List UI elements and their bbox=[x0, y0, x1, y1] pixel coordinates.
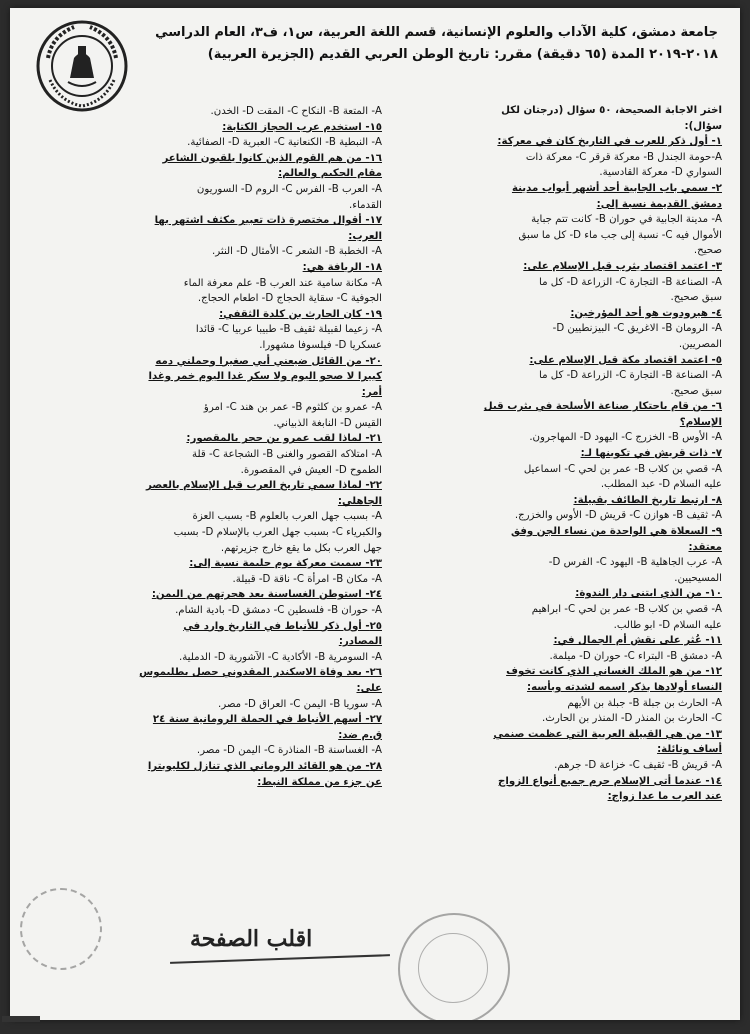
question-line: ٢٣- سميت معركة يوم حليمة نسبة إلى: bbox=[189, 558, 382, 570]
answer-options-line: السواري D- معركة القادسية. bbox=[599, 167, 722, 179]
question-line: ٢٤- استوطن الغساسنة بعد هجرتهم من اليمن: bbox=[151, 589, 382, 601]
answer-options-line: A- بسبب جهل العرب بالعلوم B- بسبب العزة bbox=[192, 511, 382, 523]
answer-options-line: عليه السلام D- ابو طالب. bbox=[613, 619, 722, 631]
answer-options-line: A- الأوس B- الخزرج C- اليهود D- المهاجرون. bbox=[529, 432, 722, 444]
question-line: كبيرا لا صحو اليوم ولا سكر غدا اليوم خمر وغدا bbox=[148, 371, 382, 383]
stamp-seal-right bbox=[398, 913, 510, 1020]
question-line: ١٨- الريافة هي: bbox=[302, 261, 382, 273]
answer-options-line: A- النبطية B- الكنعانية C- العبرية D- الصفائية. bbox=[187, 137, 382, 149]
question-line: ١٧- أقوال مختصرة ذات تعبير مكثف اشتهر بها bbox=[154, 215, 382, 227]
question-line: الإسلام؟ bbox=[679, 416, 722, 428]
question-line: ١٠- من الذي ابتنى دار الندوة: bbox=[575, 588, 722, 600]
answer-options-line: والكبرياء C- بسبب جهل العرب بالإسلام D- بسبب bbox=[173, 527, 382, 539]
answer-options-line: عسكريا D- فيلسوفا مشهورا. bbox=[259, 339, 382, 351]
answer-options-line: الطموح D- العيش في المقصورة. bbox=[240, 464, 382, 476]
exam-header bbox=[133, 22, 718, 66]
question-line: ٢١- لماذا لقب عمرو بن حجر بالمقصور: bbox=[186, 433, 382, 445]
answer-options-line: A- الحارث بن جبلة B- جبلة بن الأيهم bbox=[567, 697, 722, 709]
question-line: ٩- السعلاة هي الواحدة من نساء الجن وفق bbox=[511, 526, 722, 538]
question-line: ٢٧- أسهم الأنباط في الحملة الرومانية سنة ٢٤ bbox=[152, 714, 382, 726]
question-line: ٦- من قام باحتكار صناعة الأسلحة في يثرب قبل bbox=[483, 401, 722, 413]
answer-options-line: A-حومة الجندل B- معركة قرقر C- معركة ذات bbox=[525, 151, 722, 163]
answer-options-line: A- حوران B- فلسطين C- دمشق D- بادية الشام. bbox=[175, 605, 382, 616]
answer-options-line: A- امتلاكه القصور والغنى B- الشجاعة C- قلة bbox=[192, 449, 382, 461]
answer-options-line: A- مكانة سامية عند العرب B- علم معرفة الماء bbox=[183, 277, 382, 289]
answer-options-line: A- الغساسنة B- المناذرة C- اليمن D- مصر. bbox=[196, 745, 382, 757]
question-line: أساف ونائلة: bbox=[657, 744, 722, 756]
answer-options-line: صحيح. bbox=[693, 245, 722, 257]
question-line: عند العرب ما عدا زواج: bbox=[607, 791, 722, 803]
instructions-line: سؤال): bbox=[684, 120, 722, 132]
question-line: ١٩- كان الحارث بن كلدة الثقفي: bbox=[219, 308, 382, 320]
question-line: ٣- اعتمد اقتصاد يثرب قبل الإسلام على: bbox=[523, 260, 722, 272]
question-line: دمشق القديمة نسبة إلى: bbox=[596, 198, 722, 210]
answer-options-line: المسيحيين. bbox=[674, 572, 722, 584]
answer-options-line: A- قصي بن كلاب B- عمر بن لحي C- اسماعيل bbox=[523, 463, 722, 475]
answer-options-line: A- قريش B- ثقيف C- خزاعة D- جرهم. bbox=[554, 759, 722, 771]
answer-options-line: A- السومرية B- الأكادية C- الآشورية D- الدملية. bbox=[178, 651, 382, 663]
answer-options-line: A- زعيما لقبيلة ثقيف B- طبيبا عربيا C- قائدا bbox=[195, 324, 382, 336]
stamp-inner-ring bbox=[418, 933, 488, 1003]
answer-options-line: سبق صحيح. bbox=[670, 292, 722, 304]
header-line-2: ٢٠١٨-٢٠١٩ المدة (٦٥ دقيقة) مقرر: تاريخ الوطن العربي القديم (الجزيرة العربية) bbox=[207, 47, 718, 62]
answer-options-line: القدماء. bbox=[348, 199, 382, 211]
question-line: ٢٠- من القائل ضيعني أبي صغيرا وحملني دمه bbox=[155, 355, 382, 367]
header-line-1: جامعة دمشق، كلية الآداب والعلوم الإنسانية، قسم اللغة العربية، س١، ف٣، العام الدراسي bbox=[155, 25, 718, 40]
question-line: الجاهلي: bbox=[337, 495, 382, 507]
question-line: ١٤- عندما أتى الإسلام حرم جميع أنواع الزواج bbox=[498, 775, 722, 787]
question-line: أمر: bbox=[361, 386, 382, 398]
answer-options-line: A- سوريا B- اليمن C- العراق D- مصر. bbox=[217, 698, 382, 710]
exam-paper bbox=[10, 8, 740, 1020]
question-line: ١١- عُثر على نقش أم الجمال في: bbox=[553, 635, 722, 647]
answer-options-line: الأموال فيه C- نسبة إلى جب ماء D- كل ما سبق bbox=[518, 229, 722, 241]
question-line: معتقد: bbox=[688, 541, 722, 553]
question-line: النساء أولادها بذكر اسمه لشدته وبأسه: bbox=[527, 681, 722, 693]
answer-options-line: A- المتعة B- النكاح C- المقت D- الخدن. bbox=[210, 106, 382, 117]
question-line: ١٦- من هم القوم الذين كانوا يلقبون الشاعر bbox=[162, 152, 382, 164]
answer-options-line: A- عرب الجاهلية B- اليهود C- الفرس D- bbox=[548, 557, 722, 569]
answer-options-line: A- دمشق B- البتراء C- حوران D- ميلمة. bbox=[549, 650, 722, 662]
answer-options-line: A- مكان B- امرأة C- ناقة D- قبيلة. bbox=[232, 573, 382, 585]
question-line: ٢٨- من هو القائد الروماني الذي تنازل لكليوبترا bbox=[147, 760, 382, 772]
answer-options-line: A- قصي بن كلاب B- عمر بن لحي C- ابراهيم bbox=[531, 604, 722, 615]
answer-options-line: سبق صحيح. bbox=[670, 385, 722, 397]
question-line: ٢٥- أول ذكر للأنباط في التاريخ وارد في bbox=[183, 620, 382, 632]
question-line: ٥- اعتمد اقتصاد مكة قبل الإسلام على: bbox=[529, 354, 722, 366]
answer-options-line: A- العرب B- الفرس C- الروم D- السوريون bbox=[196, 183, 382, 195]
questions-column-right bbox=[370, 103, 722, 805]
question-line: ٢٦- بعد وفاة الاسكندر المقدوني حصل بطليموس bbox=[139, 667, 382, 679]
answer-options-line: جهل العرب بكل ما يقع خارج جزيرتهم. bbox=[220, 542, 382, 554]
answer-options-line: A- عمرو بن كلثوم B- عمر بن هند C- امرؤ bbox=[203, 402, 382, 414]
instructions-line: اختر الاجابة الصحيحة، ٥٠ سؤال (درجتان لكل bbox=[501, 105, 722, 116]
question-line: ٤- هيرودوت هو أحد المؤرخين: bbox=[570, 307, 722, 319]
stamp-seal-left bbox=[20, 888, 102, 970]
answer-options-line: الجوفية C- سقاية الحجاج D- اطعام الحجاج. bbox=[197, 293, 382, 305]
question-line: ٢٢- لماذا سمي تاريخ العرب قبل الإسلام بالعصر bbox=[146, 480, 382, 492]
answer-options-line: A- الخطبة B- الشعر C- الأمثال D- النثر. bbox=[212, 246, 382, 258]
question-line: ١٣- من هي القبيلة العربية التي عظمت صنمي bbox=[493, 728, 722, 740]
question-line: عن جزء من مملكة النبط: bbox=[257, 776, 382, 788]
answer-options-line: القيس D- النابغة الذبياني. bbox=[273, 417, 382, 429]
turn-page-underline bbox=[170, 954, 390, 964]
question-line: على: bbox=[356, 682, 382, 694]
question-line: ٧- ذات قريش في تكوينها لـ: bbox=[580, 448, 722, 460]
answer-options-line: A- ثقيف B- هوازن C- قريش D- الأوس والخزرج. bbox=[514, 510, 722, 522]
question-line: ٨- ارتبط تاريخ الطائف بقبيلة: bbox=[573, 494, 722, 506]
answer-options-line: عليه السلام D- عبد المطلب. bbox=[600, 479, 722, 491]
question-line: ١- أول ذكر للعرب في التاريخ كان في معركة: bbox=[497, 136, 722, 148]
answer-options-line: A- الصناعة B- التجارة C- الزراعة D- كل ما bbox=[539, 370, 722, 382]
question-line: مقام الحكيم والعالم: bbox=[278, 168, 382, 180]
turn-page-note: اقلب الصفحة bbox=[190, 926, 313, 952]
answer-options-line: المصريين. bbox=[678, 338, 722, 350]
questions-column-left bbox=[42, 104, 382, 790]
answer-options-line: A- الرومان B- الاغريق C- البيزنطيين D- bbox=[552, 323, 722, 335]
question-line: ق.م ضد: bbox=[338, 729, 382, 741]
question-line: العرب: bbox=[348, 230, 382, 242]
answer-options-line: C- الحارث بن المنذر D- المنذر بن الحارث. bbox=[541, 713, 722, 725]
question-line: ٢- سمي باب الجابية أحد أشهر أبواب مدينة bbox=[511, 182, 722, 194]
university-logo bbox=[34, 18, 130, 114]
answer-options-line: A- مدينة الجابية في حوران B- كانت تتم جباية bbox=[531, 214, 722, 226]
answer-options-line: A- الصناعة B- التجارة C- الزراعة D- كل ما bbox=[539, 276, 722, 288]
question-line: ١٥- استخدم عرب الحجاز الكتابة: bbox=[222, 121, 382, 133]
question-line: ١٢- من هو الملك الغساني الذي كانت تخوف bbox=[506, 666, 722, 678]
corner-mark bbox=[2, 1016, 40, 1022]
question-line: المصادر: bbox=[338, 636, 382, 648]
